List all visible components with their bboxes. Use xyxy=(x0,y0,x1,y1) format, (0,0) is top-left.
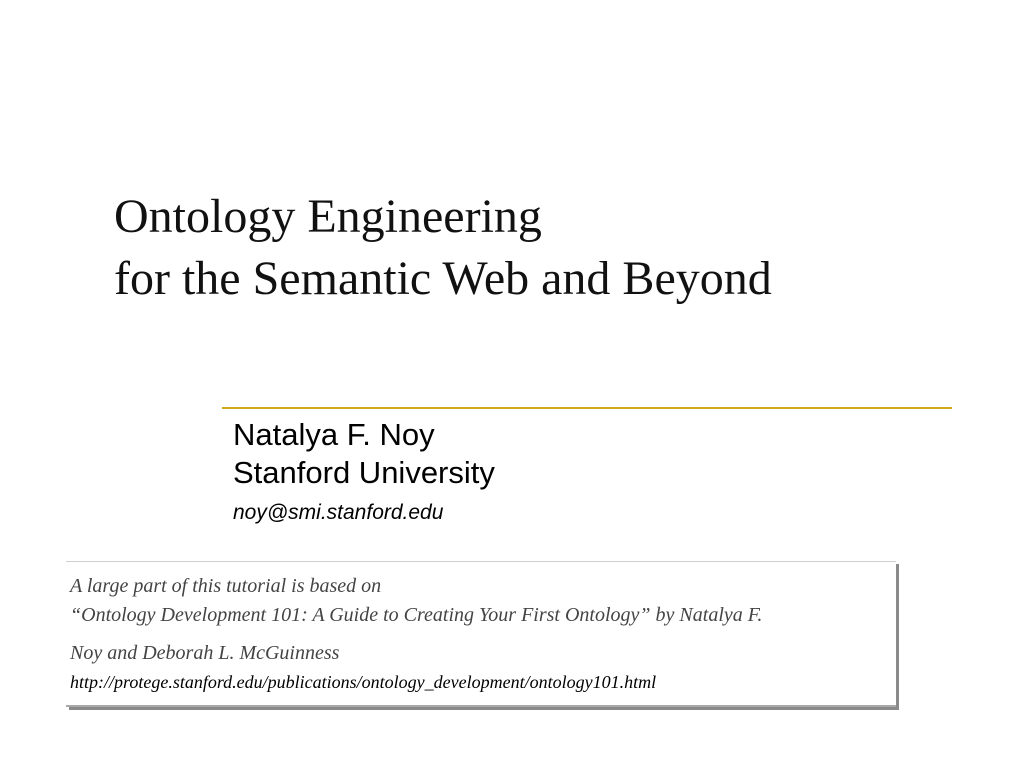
author-email: noy@smi.stanford.edu xyxy=(233,501,444,524)
title-line-2: for the Semantic Web and Beyond xyxy=(114,252,772,305)
author-block xyxy=(233,416,833,526)
title-line-1: Ontology Engineering xyxy=(114,190,542,243)
source-note-box xyxy=(66,561,896,707)
note-line-3: Noy and Deborah L. McGuinness xyxy=(70,642,340,664)
gold-divider xyxy=(222,407,952,409)
slide-title xyxy=(114,186,974,310)
note-line-2: “Ontology Development 101: A Guide to Creating Your First Ontology” by Natalya F. xyxy=(70,604,763,626)
author-affiliation: Stanford University xyxy=(233,455,495,490)
author-name: Natalya F. Noy xyxy=(233,417,435,452)
source-note-text xyxy=(70,572,970,696)
note-line-1: A large part of this tutorial is based on xyxy=(70,575,382,597)
note-source-url: http://protege.stanford.edu/publications/ontology_development/ontology101.html xyxy=(70,672,657,692)
